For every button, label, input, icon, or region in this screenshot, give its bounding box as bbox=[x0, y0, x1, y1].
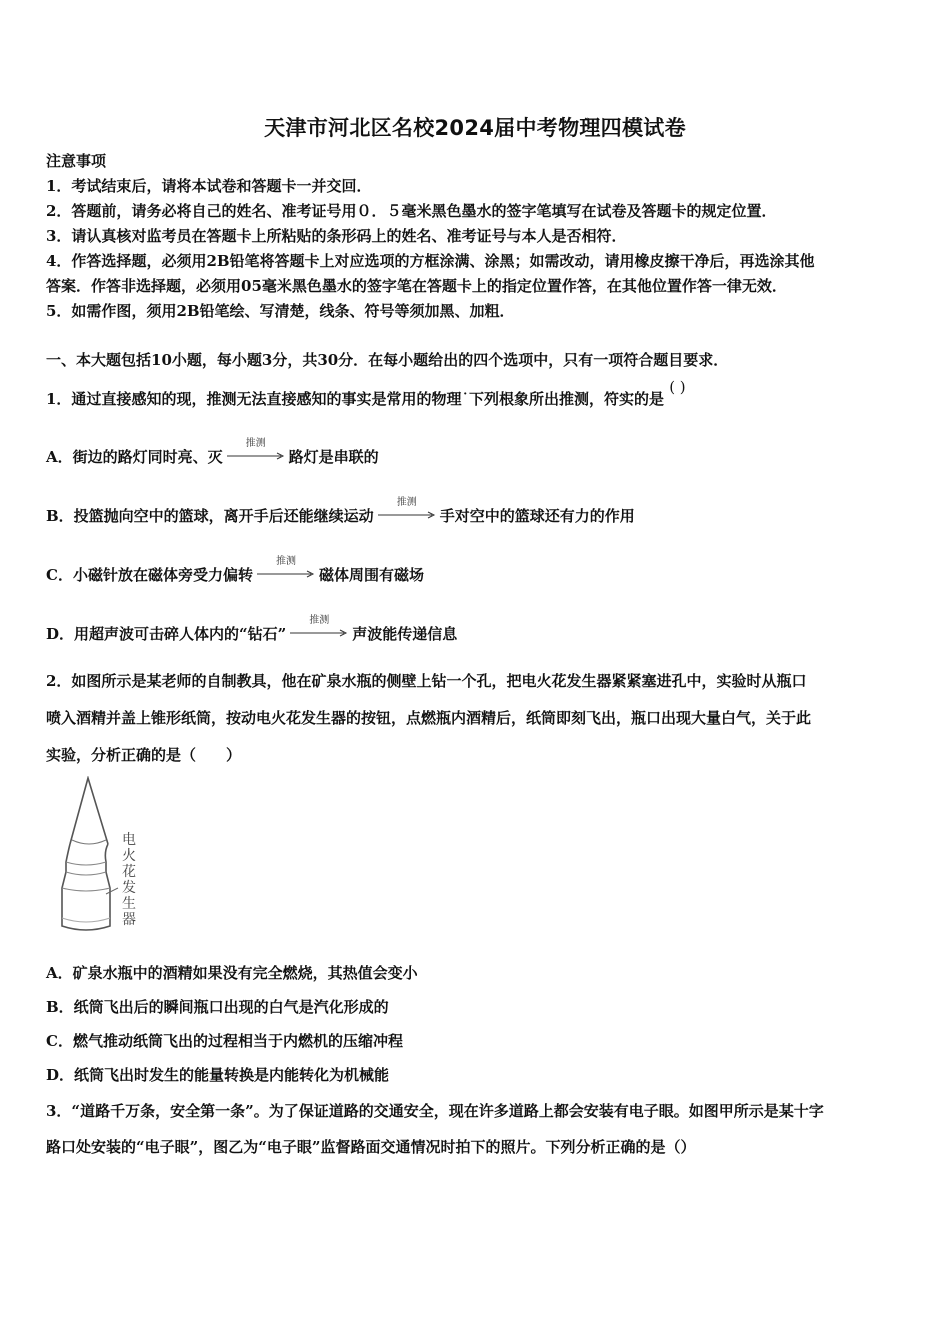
notice-item: 2．答题前，请务必将自己的姓名、准考证号用０．５毫米黑色墨水的签字笔填写在试卷及答题卡的规定位置． bbox=[46, 202, 777, 220]
inference-arrow-icon bbox=[227, 438, 285, 467]
option-conclusion: 路灯是串联的 bbox=[288, 448, 379, 466]
question-2-stem-line: 实验，分析正确的是（ ） bbox=[46, 746, 242, 764]
arrow-label: 推测 bbox=[275, 556, 296, 567]
q1-option-b bbox=[46, 497, 635, 526]
question-2-stem-line: 2．如图所示是某老师的自制教具，他在矿泉水瓶的侧壁上钻一个孔，把电火花发生器紧紧塞进孔中，实验时从瓶口 bbox=[46, 672, 807, 690]
notice-item: 1．考试结束后，请将本试卷和答题卡一并交回． bbox=[46, 177, 372, 195]
q1-option-d bbox=[46, 615, 458, 644]
question-1-text: 1．通过直接感知的现，推测无法直接感知的事实是常用的物理˙下列根象所出推测，符实的是 bbox=[46, 390, 664, 408]
option-conclusion: 手对空中的篮球还有力的作用 bbox=[439, 507, 635, 525]
answer-paren: ( ) bbox=[669, 378, 686, 396]
arrow-label: 推测 bbox=[245, 438, 266, 449]
bottle-figure bbox=[56, 776, 156, 936]
option-conclusion: 磁体周围有磁场 bbox=[318, 566, 424, 584]
inference-arrow-icon bbox=[257, 556, 315, 585]
q2-option-d: D．纸筒飞出时发生的能量转换是内能转化为机械能 bbox=[46, 1066, 390, 1084]
option-conclusion: 声波能传递信息 bbox=[352, 625, 458, 643]
option-premise: A．街边的路灯同时亮、灭 bbox=[46, 448, 223, 466]
q1-option-a bbox=[46, 438, 379, 467]
option-premise: D．用超声波可击碎人体内的“钻石” bbox=[46, 625, 287, 643]
option-premise: B．投篮抛向空中的篮球，离开手后还能继续运动 bbox=[46, 507, 374, 525]
question-3-stem-line: 路口处安装的“电子眼”，图乙为“电子眼”监督路面交通情况时拍下的照片。下列分析正确的是（） bbox=[46, 1138, 696, 1156]
figure-label: 电火花发生器 bbox=[122, 832, 136, 928]
q2-option-b: B．纸筒飞出后的瞬间瓶口出现的白气是汽化形成的 bbox=[46, 998, 389, 1016]
q2-option-c: C．燃气推动纸筒飞出的过程相当于内燃机的压缩冲程 bbox=[46, 1032, 403, 1050]
arrow-label: 推测 bbox=[396, 497, 417, 508]
section-heading: 一、本大题包括10小题，每小题3分，共30分．在每小题给出的四个选项中，只有一项符合题目要求． bbox=[46, 351, 729, 369]
inference-arrow-icon bbox=[378, 497, 436, 526]
question-2-stem-line: 喷入酒精并盖上锥形纸筒，按动电火花发生器的按钮，点燃瓶内酒精后，纸筒即刻飞出，瓶口出现大量白气，关于此 bbox=[46, 709, 812, 727]
q1-option-c bbox=[46, 556, 424, 585]
notice-heading: 注意事项 bbox=[46, 152, 107, 170]
notice-item: 答案．作答非选择题，必须用05毫米黑色墨水的签字笔在答题卡上的指定位置作答，在其他位置作答一律无效． bbox=[46, 277, 787, 295]
inference-arrow-icon bbox=[290, 615, 348, 644]
question-1-stem bbox=[46, 378, 686, 409]
notice-item: 3．请认真核对监考员在答题卡上所粘贴的条形码上的姓名、准考证号与本人是否相符． bbox=[46, 227, 627, 245]
option-premise: C．小磁针放在磁体旁受力偏转 bbox=[46, 566, 253, 584]
bottle-figure-drawing bbox=[56, 776, 156, 936]
notice-item: 5．如需作图，须用2B铅笔绘、写清楚，线条、符号等须加黑、加粗． bbox=[46, 302, 515, 320]
q2-option-a: A．矿泉水瓶中的酒精如果没有完全燃烧，其热值会变小 bbox=[46, 964, 418, 982]
arrow-label: 推测 bbox=[309, 615, 330, 626]
question-3-stem-line: 3．“道路千万条，安全第一条”。为了保证道路的交通安全，现在许多道路上都会安装有电子眼。如图甲所示是某十字 bbox=[46, 1102, 824, 1120]
notice-item: 4．作答选择题，必须用2B铅笔将答题卡上对应选项的方框涂满、涂黑；如需改动，请用橡皮擦干净后，再选涂其他 bbox=[46, 252, 815, 270]
page-title: 天津市河北区名校2024届中考物理四模试卷 bbox=[264, 116, 686, 140]
